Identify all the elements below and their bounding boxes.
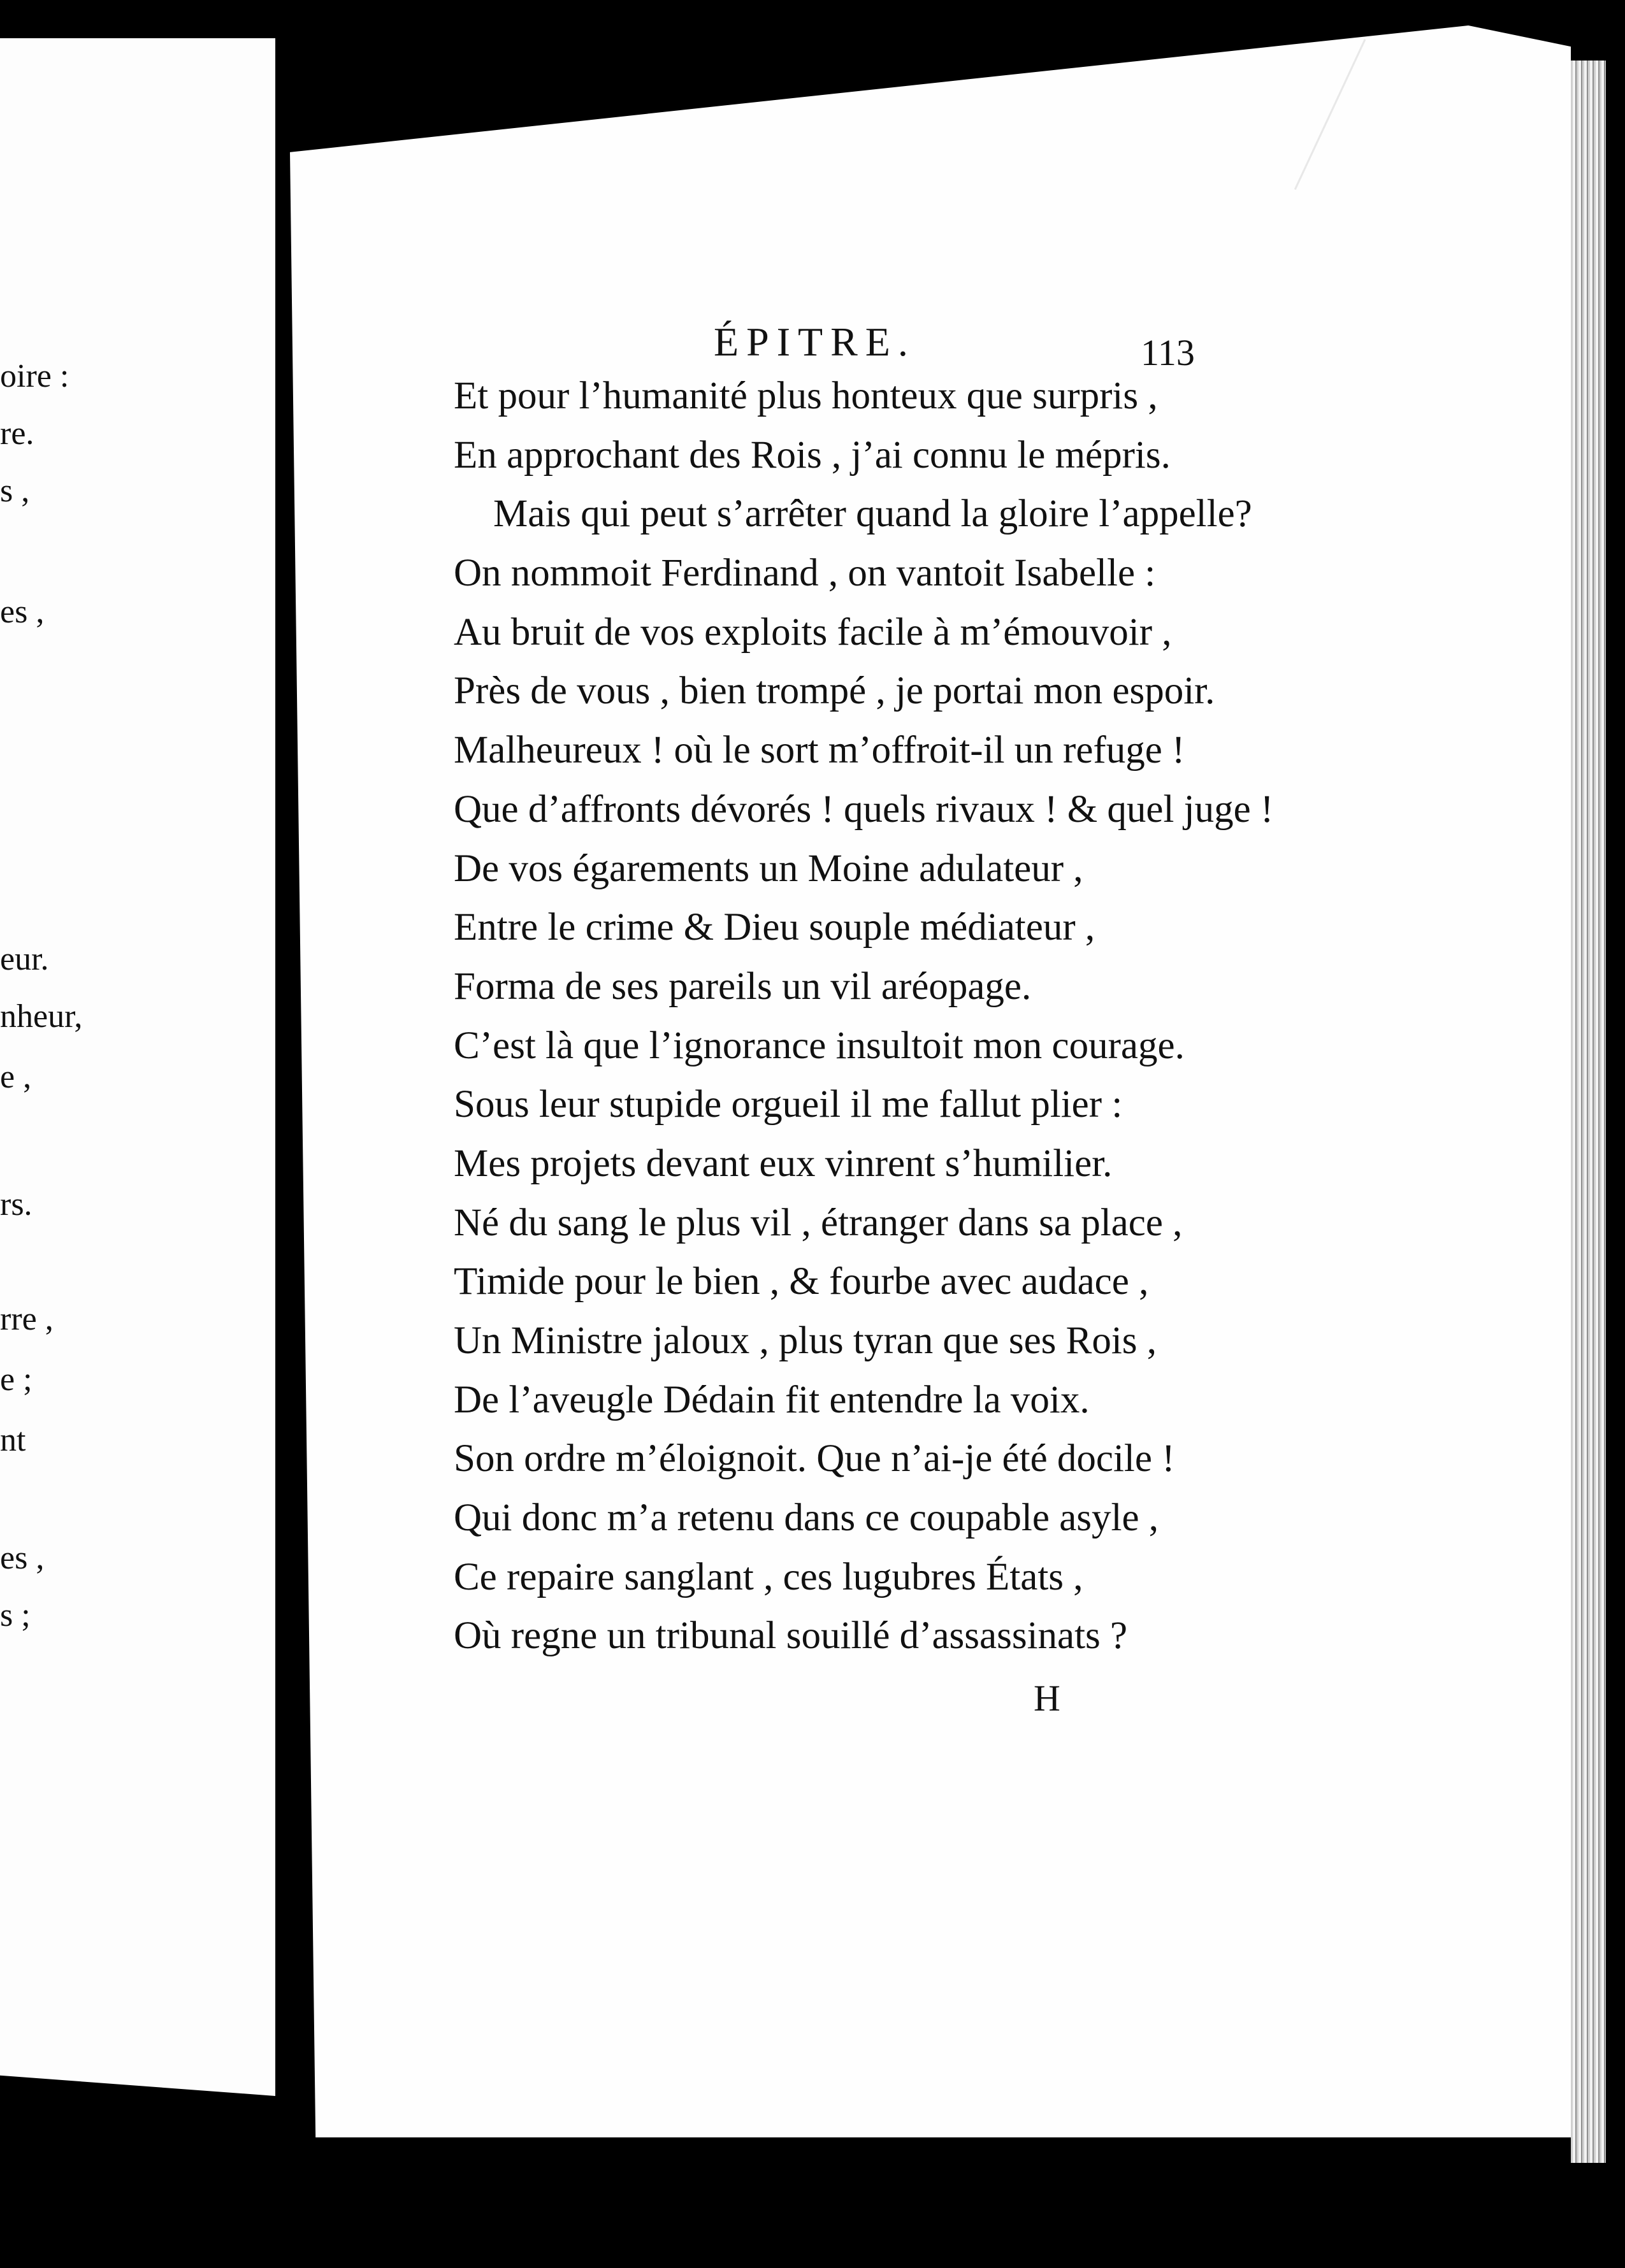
- verse-line: Timide pour le bien , & fourbe avec audace ,: [454, 1260, 1149, 1303]
- verse-line: Au bruit de vos exploits facile à m’émouvoir ,: [454, 610, 1172, 654]
- left-line-fragment: s ,: [0, 473, 30, 509]
- left-line-fragment: rs.: [0, 1186, 32, 1223]
- verse-line: Sous leur stupide orgueil il me fallut plier :: [454, 1083, 1123, 1126]
- verse-line: Et pour l’humanité plus honteux que surpris ,: [454, 375, 1158, 417]
- verse-line: En approchant des Rois , j’ai connu le mépris.: [454, 433, 1171, 477]
- left-line-fragment: es ,: [0, 1540, 45, 1576]
- verse-text: [454, 367, 1274, 1666]
- left-line-fragment: oire :: [0, 358, 69, 394]
- verse-line: Près de vous , bien trompé , je portai mon espoir.: [454, 670, 1215, 713]
- verse-line: Un Ministre jaloux , plus tyran que ses Rois ,: [454, 1319, 1157, 1362]
- verse-line: Son ordre m’éloignoit. Que n’ai-je été docile !: [454, 1437, 1175, 1481]
- verse-line: Né du sang le plus vil , étranger dans sa place ,: [454, 1201, 1183, 1244]
- verse-line: Entre le crime & Dieu souple médiateur ,: [454, 906, 1095, 949]
- left-line-fragment: rre ,: [0, 1301, 54, 1337]
- verse-line: Qui donc m’a retenu dans ce coupable asyle ,: [454, 1496, 1159, 1540]
- verse-line: C’est là que l’ignorance insultoit mon courage.: [454, 1024, 1185, 1067]
- left-line-fragment: eur.: [0, 941, 49, 977]
- verse-line: Forma de ses pareils un vil aréopage.: [454, 965, 1032, 1008]
- running-head: ÉPITRE.: [714, 319, 916, 364]
- page-number: 113: [1141, 332, 1195, 373]
- book-gutter: [275, 38, 290, 2141]
- page-edge-stack: [1571, 61, 1606, 2163]
- left-line-fragment: e ;: [0, 1361, 32, 1398]
- left-line-fragment: e ,: [0, 1059, 32, 1095]
- left-page: [0, 38, 275, 2096]
- verse-line: Ce repaire sanglant , ces lugubres États ,: [454, 1555, 1083, 1598]
- verse-line: Malheureux ! où le sort m’offroit-il un refuge !: [454, 729, 1185, 772]
- catchword: H: [1034, 1677, 1060, 1719]
- left-line-fragment: s ;: [0, 1597, 31, 1633]
- left-line-fragment: es ,: [0, 594, 45, 630]
- verse-line: De l’aveugle Dédain fit entendre la voix.: [454, 1378, 1090, 1421]
- verse-line: On nommoit Ferdinand , on vantoit Isabelle :: [454, 552, 1156, 595]
- verse-line: Que d’affronts dévorés ! quels rivaux ! & quel juge !: [454, 787, 1274, 831]
- left-line-fragment: nt: [0, 1422, 26, 1458]
- verse-line: De vos égarements un Moine adulateur ,: [454, 847, 1083, 890]
- verse-line: Où regne un tribunal souillé d’assassinats ?: [454, 1614, 1128, 1658]
- left-line-fragment: re.: [0, 415, 34, 452]
- verse-line: Mais qui peut s’arrêter quand la gloire l’appelle?: [493, 492, 1252, 536]
- left-line-fragment: nheur,: [0, 998, 83, 1035]
- verse-line: Mes projets devant eux vinrent s’humilier.: [454, 1142, 1113, 1185]
